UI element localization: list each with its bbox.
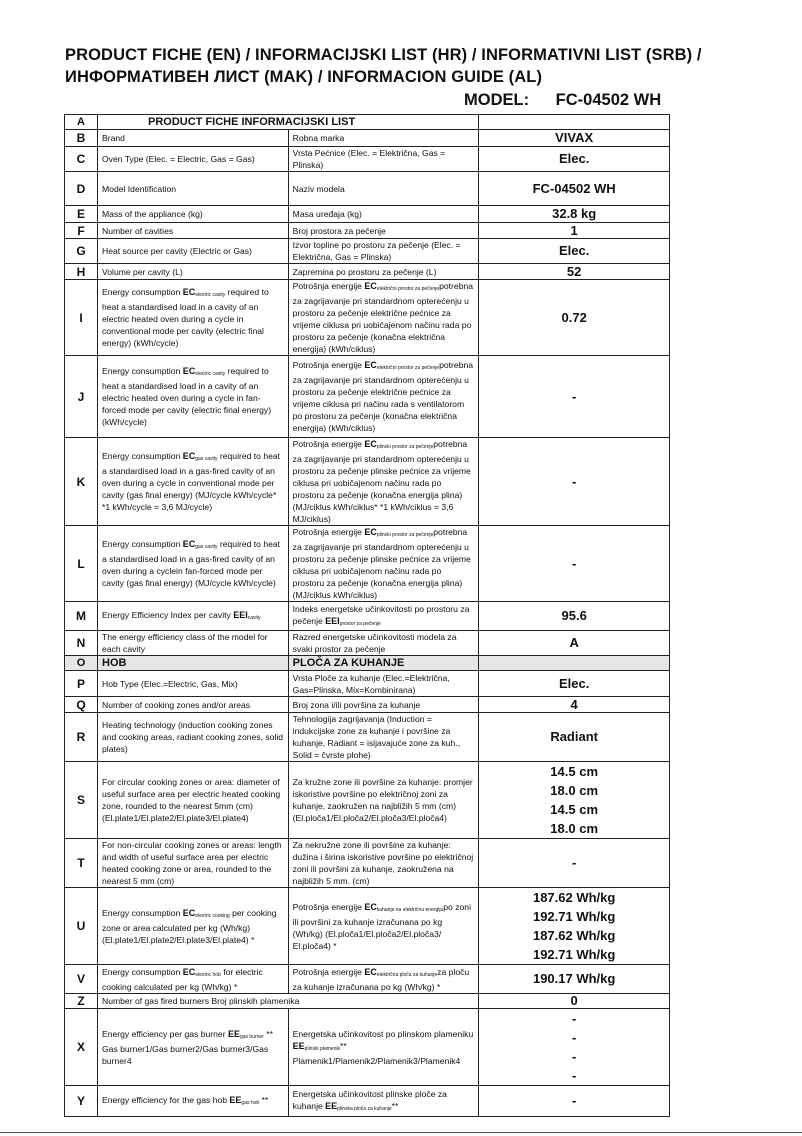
row-code: Q — [65, 697, 98, 713]
value-cell: - — [479, 438, 670, 526]
value-line: - — [571, 1049, 577, 1064]
value-cell: 52 — [479, 264, 670, 280]
subscript: electric cavity — [195, 292, 226, 298]
value-line: - — [571, 1011, 577, 1026]
subscript: gas cavity — [195, 544, 218, 550]
table-row — [65, 965, 670, 994]
subscript: kuhanje na električnu energiju — [376, 906, 444, 913]
text: Potrošnja energije — [292, 439, 365, 449]
row-code: B — [65, 130, 98, 147]
page-bottom-rule — [0, 1132, 802, 1133]
value-cell — [479, 762, 670, 839]
row-code: E — [65, 206, 98, 223]
value-cell — [479, 115, 670, 130]
table-row — [65, 147, 670, 172]
row-code: J — [65, 356, 98, 438]
value-cell: Elec. — [479, 671, 670, 697]
hr-cell: Masa uređaja (kg) — [288, 206, 479, 223]
value-line: 14.5 cm — [550, 764, 598, 779]
value-cell — [479, 1009, 670, 1086]
text: za ploču za kuhanje izračunana po kg (Wh/kg) * — [292, 966, 470, 992]
hr-cell — [288, 356, 479, 438]
text: potrebna za zagrijavanje pri standardnom opterećenju u prostoru za pečenje plinske pećnice za vrijeme ciklusa pri uobičajenom načinu rada po prostoru za pečenje (konačna energija plina) (MJ/ciklus kWh/ciklus) — [292, 527, 471, 600]
en-cell: Number of cavities — [98, 223, 289, 239]
symbol: EE — [229, 1094, 242, 1105]
en-cell — [98, 965, 289, 994]
text: required to heat a standardised load in a cavity of an electric heated oven during a cycle in conventional mode per cavity (electric final energy) (kWh/cycle) — [102, 287, 269, 348]
table-row — [65, 762, 670, 839]
subscript: gas hob — [241, 1099, 260, 1106]
text: Energy consumption — [102, 966, 183, 977]
row-code: P — [65, 671, 98, 697]
table-row — [65, 671, 670, 697]
en-cell — [98, 280, 289, 356]
value-line: 18.0 cm — [550, 783, 598, 798]
model-value: FC-04502 WH — [555, 91, 662, 109]
table-row — [65, 172, 670, 206]
model-heading — [464, 91, 661, 110]
value-cell: 4 — [479, 697, 670, 713]
text: required to heat a standardised load in a cavity of an electric heated oven during a cycle in fan-forced mode per cavity (electric final energy) (kWh/cycle) — [102, 366, 272, 427]
en-cell — [98, 602, 289, 631]
text: Energy efficiency per gas burner — [102, 1028, 228, 1039]
section-title-hr: PLOČA ZA KUHANJE — [288, 656, 479, 671]
subscript: gas burner — [239, 1033, 264, 1040]
value-cell: VIVAX — [479, 130, 670, 147]
en-cell — [98, 438, 289, 526]
hr-cell: Za nekružne zone ili površine za kuhanje: dužina i širina iskoristive površine po električnoj zoni ili površini za kuhanje, zaokružena na najbližih 5 mm. (cm) — [288, 839, 479, 888]
en-cell: Brand — [98, 130, 289, 147]
table-row — [65, 1086, 670, 1117]
text: Energy Efficiency Index per cavity — [102, 609, 234, 620]
hr-cell: Vrsta Pećnice (Elec. = Električna, Gas = Plinska) — [288, 147, 479, 172]
value-cell: - — [479, 526, 670, 602]
value-cell: 190.17 Wh/kg — [479, 965, 670, 994]
section-title-en: HOB — [98, 656, 289, 671]
symbol: EC — [364, 281, 377, 291]
en-cell: Hob Type (Elec.=Electric, Gas, Mix) — [98, 671, 289, 697]
text: ** — [259, 1094, 269, 1105]
hr-cell — [288, 438, 479, 526]
row-code: L — [65, 526, 98, 602]
table-row — [65, 438, 670, 526]
product-fiche-table — [64, 114, 670, 1117]
value-line: - — [571, 1068, 577, 1083]
hr-cell: Naziv modela — [288, 172, 479, 206]
text: Potrošnja energije — [292, 281, 365, 291]
en-cell: Number of gas fired burners Broj plinskih plamenika — [98, 994, 479, 1009]
en-cell: Heat source per cavity (Electric or Gas) — [98, 239, 289, 264]
table-row — [65, 239, 670, 264]
symbol: EE — [227, 1028, 240, 1039]
row-code: I — [65, 280, 98, 356]
value-cell: 0.72 — [479, 280, 670, 356]
table-heading: PRODUCT FICHE INFORMACIJSKI LIST — [98, 115, 479, 130]
symbol: EC — [182, 451, 196, 461]
en-cell: The energy efficiency class of the model for each cavity — [98, 631, 289, 656]
hr-cell: Broj zona i/ili površina za kuhanje — [288, 697, 479, 713]
table-row — [65, 713, 670, 762]
text: potrebna za zagrijavanje pri standardnom opterećenju u prostoru za pečenje električne pećnice za vrijeme ciklusa pri načinu rada s ventilatorom po prostoru za pečenje (konačna električna energija) (kWh/ciklus) — [292, 360, 474, 433]
row-code: D — [65, 172, 98, 206]
hr-cell: Razred energetske učinkovitosti modela za svaki prostor za pečenje — [288, 631, 479, 656]
text: Potrošnja energije — [292, 360, 365, 370]
text: Indeks energetske učinkovitosti po prostoru za pečenje — [292, 603, 470, 626]
hr-cell — [288, 965, 479, 994]
table-row — [65, 994, 670, 1009]
text: Energetska učinkovitost plinske ploče za kuhanje — [292, 1088, 447, 1111]
subscript: električna ploča za kuhanje — [376, 971, 438, 978]
model-label: MODEL: — [464, 91, 530, 109]
table-row — [65, 206, 670, 223]
row-code: T — [65, 839, 98, 888]
en-cell: Mass of the appliance (kg) — [98, 206, 289, 223]
hr-cell — [288, 526, 479, 602]
subscript: plinski prostor za pečenje — [376, 532, 434, 538]
subscript: plinski plamenik — [304, 1045, 340, 1052]
row-code: F — [65, 223, 98, 239]
subscript: prostor za pečenje — [339, 620, 381, 627]
text: ** — [391, 1100, 399, 1111]
hr-cell — [288, 888, 479, 965]
value-line: 18.0 cm — [550, 821, 598, 836]
symbol: EC — [364, 527, 377, 537]
text: required to heat a standardised load in a gas-fired cavity of an oven during a cycle in conventional mode per cavity (gas final energy) (MJ/cycle kWh/cycle* *1 kWh/cycle = 3,6 MJ/cycle) — [102, 451, 281, 512]
symbol: EC — [182, 966, 196, 977]
table-row — [65, 223, 670, 239]
subscript: gas cavity — [195, 456, 218, 462]
value-cell: - — [479, 839, 670, 888]
row-code: A — [65, 115, 98, 130]
value-cell: 1 — [479, 223, 670, 239]
value-line: 187.62 Wh/kg — [532, 928, 616, 943]
table-row — [65, 1009, 670, 1086]
table-row — [65, 697, 670, 713]
symbol: EC — [182, 366, 196, 376]
text: potrebna za zagrijavanje pri standardnom opterećenju u prostoru za pečenje plinske pećnice za vrijeme ciklusa pri uobičajenom načinu rada po prostoru za pečenje (konačna energija plina) (MJ/ciklus kWh/ciklus* *1 kWh/ciklus = 3,6 MJ/ciklus) — [292, 439, 471, 524]
value-cell — [479, 888, 670, 965]
hr-cell: Robna marka — [288, 130, 479, 147]
value-cell — [479, 656, 670, 671]
en-cell — [98, 356, 289, 438]
row-code: R — [65, 713, 98, 762]
hr-cell: Vrsta Ploče za kuhanje (Elec.=Električna, Gas=Plinska, Mix=Kombinirana) — [288, 671, 479, 697]
row-code: O — [65, 656, 98, 671]
value-cell: - — [479, 356, 670, 438]
table-row — [65, 602, 670, 631]
value-cell: 0 — [479, 994, 670, 1009]
subscript: plinska ploča za kuhanje — [337, 1105, 392, 1112]
row-code: S — [65, 762, 98, 839]
subscript: električni prostor za pečenje — [376, 365, 440, 371]
en-cell: Model Identification — [98, 172, 289, 206]
symbol: EEI — [325, 615, 340, 626]
title-line-2: ИНФОРМАТИВЕН ЛИСТ (MAK) / INFORMACION GUIDE (AL) — [65, 68, 543, 86]
en-cell — [98, 526, 289, 602]
symbol: EE — [325, 1100, 338, 1111]
table-row — [65, 130, 670, 147]
value-cell: 95.6 — [479, 602, 670, 631]
hr-cell — [288, 280, 479, 356]
row-code: H — [65, 264, 98, 280]
text: po zoni ili površini za kuhanje izračunana po kg (Wh/kg) (El.ploča1/El.ploča2/El.ploča3/ El.ploča4) * — [292, 901, 471, 951]
text: Energy consumption — [102, 907, 183, 918]
text: Energetska učinkovitost po plinskom plameniku — [292, 1028, 474, 1039]
row-code: Z — [65, 994, 98, 1009]
en-cell: For non-circular cooking zones or areas: length and width of useful surface area per electric heated cooking zone or area, rounded to the nearest 5 mm (cm) — [98, 839, 289, 888]
en-cell: Oven Type (Elec. = Electric, Gas = Gas) — [98, 147, 289, 172]
subscript: electric hob — [195, 971, 221, 978]
subscript: plinski prostor za pečenje — [376, 444, 434, 450]
en-cell: Heating technology (induction cooking zones and cooking areas, radiant cooking zones, solid plates) — [98, 713, 289, 762]
symbol: EC — [364, 439, 377, 449]
subscript: electric cooking — [195, 912, 230, 919]
text: for electric cooking calculated per kg (Wh/kg) * — [102, 966, 263, 992]
en-cell: Number of cooking zones and/or areas — [98, 697, 289, 713]
hr-cell: Broj prostora za pečenje — [288, 223, 479, 239]
value-cell: FC-04502 WH — [479, 172, 670, 206]
row-code: N — [65, 631, 98, 656]
en-cell — [98, 1009, 289, 1086]
hr-cell: Izvor topline po prostoru za pečenje (Elec. = Električna, Gas = Plinska) — [288, 239, 479, 264]
hr-cell — [288, 602, 479, 631]
text: Potrošnja energije — [292, 901, 365, 912]
value-cell: - — [479, 1086, 670, 1117]
symbol: EC — [364, 966, 377, 977]
table-row — [65, 888, 670, 965]
row-code: V — [65, 965, 98, 994]
text: Energy consumption — [102, 287, 183, 297]
hr-cell — [288, 1086, 479, 1117]
text: ** Plamenik1/Plamenik2/Plamenik3/Plamenik4 — [292, 1040, 461, 1066]
value-line: 187.62 Wh/kg — [532, 890, 616, 905]
en-cell — [98, 1086, 289, 1117]
document-title — [65, 44, 765, 88]
text: Potrošnja energije — [292, 966, 365, 977]
value-cell: 32.8 kg — [479, 206, 670, 223]
symbol: EC — [182, 907, 196, 918]
symbol: EC — [182, 539, 196, 549]
row-code: U — [65, 888, 98, 965]
table-row — [65, 264, 670, 280]
value-cell: Elec. — [479, 239, 670, 264]
symbol: EEI — [233, 609, 248, 620]
table-row — [65, 280, 670, 356]
en-cell — [98, 888, 289, 965]
row-code: G — [65, 239, 98, 264]
value-cell: Elec. — [479, 147, 670, 172]
table-row — [65, 839, 670, 888]
section-row — [65, 656, 670, 671]
value-line: 14.5 cm — [550, 802, 598, 817]
value-line: - — [571, 1030, 577, 1045]
text: Energy consumption — [102, 539, 183, 549]
text: ** Gas burner1/Gas burner2/Gas burner3/Gas burner4 — [102, 1028, 273, 1066]
en-cell: For circular cooking zones or area: diameter of useful surface area per electric heated cooking zone, rounded to the nearest 5mm (cm) (El.plate1/El.plate2/El.plate3/El.plate4) — [98, 762, 289, 839]
en-cell: Volume per cavity (L) — [98, 264, 289, 280]
text: Potrošnja energije — [292, 527, 365, 537]
text: per cooking zone or area calculated per kg (Wh/kg) (El.plate1/El.plate2/El.plate3/El.plate4) * — [102, 907, 277, 945]
subscript: electric cavity — [195, 371, 226, 377]
value-cell: Radiant — [479, 713, 670, 762]
value-line: 192.71 Wh/kg — [532, 909, 616, 924]
subscript: električni prostor za pečenje — [376, 286, 440, 292]
table-row — [65, 526, 670, 602]
hr-cell: Tehnologija zagrijavanja (Induction = indukcijske zone za kuhanje i površine za kuhanje, Radiant = isijavajuće zone za kuh., Solid = čvrste plohe) — [288, 713, 479, 762]
hr-cell: Za kružne zone ili površine za kuhanje: promjer iskoristive površine po električnoj zoni za kuhanje, zaokružen na najbližih 5 mm (cm) (El.ploča1/El.ploča2/El.ploča3/El.ploča4) — [288, 762, 479, 839]
symbol: EE — [292, 1040, 305, 1051]
title-line-1: PRODUCT FICHE (EN) / INFORMACIJSKI LIST (HR) / INFORMATIVNI LIST (SRB) / — [65, 46, 702, 64]
row-code: K — [65, 438, 98, 526]
table-row — [65, 631, 670, 656]
symbol: EC — [364, 360, 377, 370]
hr-cell — [288, 1009, 479, 1086]
row-code: Y — [65, 1086, 98, 1117]
text: Energy efficiency for the gas hob — [102, 1094, 230, 1105]
symbol: EC — [364, 901, 377, 912]
table-row — [65, 356, 670, 438]
table-row — [65, 115, 670, 130]
text: Energy consumption — [102, 451, 183, 461]
row-code: X — [65, 1009, 98, 1086]
subscript: cavity — [247, 614, 261, 621]
symbol: EC — [182, 287, 196, 297]
hr-cell: Zapremina po prostoru za pečenje (L) — [288, 264, 479, 280]
value-cell: A — [479, 631, 670, 656]
text: Energy consumption — [102, 366, 183, 376]
row-code: C — [65, 147, 98, 172]
row-code: M — [65, 602, 98, 631]
text: potrebna za zagrijavanje pri standardnom opterećenju u prostoru za pečenje električne pećnice za vrijeme ciklusa pri uobičajenom načinu rada po prostoru za pečenje (konačna električna energija) (kWh/ciklus) — [292, 281, 474, 354]
value-line: 192.71 Wh/kg — [532, 947, 616, 962]
text: required to heat a standardised load in a gas-fired cavity of an oven during a cyclein fan-forced mode per cavity (gas final energy) (MJ/cycle kWh/cycle) — [102, 539, 281, 588]
